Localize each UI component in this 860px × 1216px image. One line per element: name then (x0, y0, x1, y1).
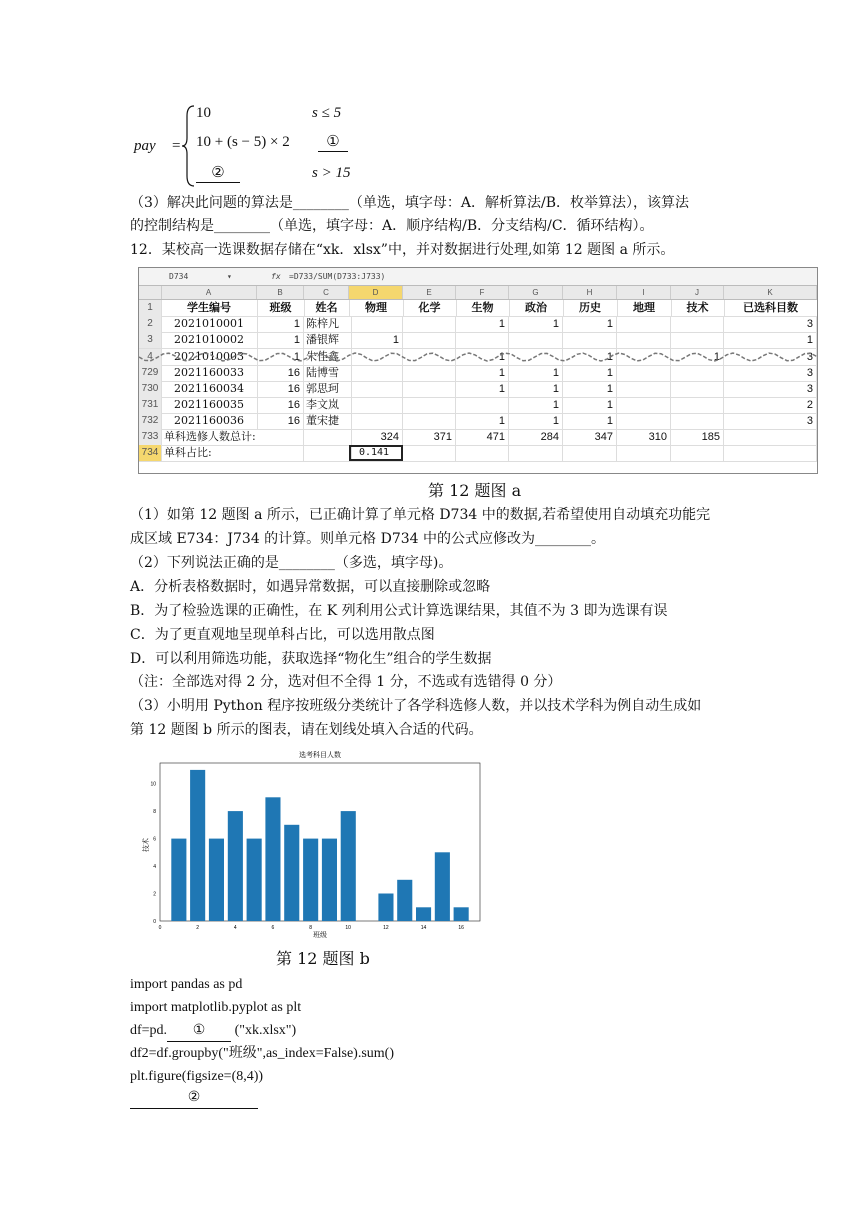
cell-j1: 技术 (671, 300, 725, 316)
cell-d1: 物理 (349, 300, 404, 316)
cell-g734 (509, 445, 563, 461)
bar-class-2 (190, 770, 205, 921)
x-tick-label: 2 (196, 925, 199, 931)
cell-i729 (617, 365, 671, 381)
x-tick-label: 10 (345, 925, 351, 931)
code-blank-1: ① (167, 1021, 231, 1042)
cell-c3: 潘银辉 (304, 332, 352, 348)
row-number: 729 (139, 365, 162, 381)
row-number: 3 (139, 332, 162, 348)
cell-b4: 1 (257, 349, 304, 365)
cell-i731 (617, 397, 671, 413)
cell-g733: 284 (509, 429, 563, 445)
cell-a732: 2021160036 (161, 413, 258, 429)
cell-a729: 2021160033 (161, 365, 258, 381)
y-tick-label: 6 (153, 836, 156, 843)
chart-title: 选考科目人数 (299, 752, 341, 759)
y-tick-label: 10 (150, 781, 156, 788)
x-tick-label: 14 (420, 925, 427, 931)
cell-b729: 16 (257, 365, 304, 381)
cell-b730: 16 (257, 381, 304, 397)
case2-value: 10 + (s − 5) × 2 (196, 134, 290, 150)
cell-h734 (563, 445, 617, 461)
code-line-4: df2=df.groupby("班级",as_index=False).sum() (130, 1046, 395, 1061)
q3-line1: （3）解决此问题的算法是________（单选，填字母：A．解析算法/B．枚举算法），该算法 (130, 195, 690, 211)
column-header-f: F (456, 286, 509, 299)
cell-j733: 185 (671, 429, 724, 445)
cell-f2: 1 (456, 316, 509, 332)
table-row (139, 316, 817, 333)
function-icon: fx (271, 272, 281, 281)
cell-k1: 已选科目数 (724, 300, 818, 316)
formula-bar (139, 268, 817, 286)
equals-sign: = (172, 138, 181, 154)
cell-g3 (509, 332, 563, 348)
bar-class-6 (265, 797, 280, 921)
cell-h4: 1 (563, 349, 617, 365)
cell-k731: 2 (724, 397, 817, 413)
bar-class-13 (397, 880, 412, 921)
column-header-b: B (257, 286, 304, 299)
q3-line2: 的控制结构是________（单选，填字母：A．顺序结构/B．分支结构/C．循环结构）。 (130, 218, 654, 234)
cell-e3 (403, 332, 456, 348)
cell-a3: 2021010002 (161, 332, 258, 348)
cell-a1: 学生编号 (161, 300, 258, 316)
cell-f733: 471 (456, 429, 509, 445)
bar-class-15 (435, 852, 450, 921)
cell-e730 (403, 381, 456, 397)
table-row (139, 397, 817, 414)
cell-e733: 371 (403, 429, 456, 445)
cell-i730 (617, 381, 671, 397)
cell-i733: 310 (617, 429, 671, 445)
row-number: 2 (139, 316, 162, 332)
cell-c2: 陈梓凡 (304, 316, 352, 332)
cell-h731: 1 (563, 397, 617, 413)
bar-class-12 (378, 894, 393, 922)
bar-class-5 (247, 839, 262, 921)
figure-b-caption: 第 12 题图 b (276, 949, 370, 968)
row-number: 730 (139, 381, 162, 397)
cell-k733 (724, 429, 817, 445)
case1-condition: s ≤ 5 (312, 105, 342, 121)
cell-g730: 1 (509, 381, 563, 397)
x-tick-label: 6 (271, 925, 275, 931)
case2-condition-blank: ① (318, 132, 348, 152)
cell-a731: 2021160035 (161, 397, 258, 413)
cell-g2: 1 (509, 316, 563, 332)
cell-g1: 政治 (509, 300, 564, 316)
cell-d731 (349, 397, 403, 413)
cell-k729: 3 (724, 365, 817, 381)
cell-d733: 324 (349, 429, 403, 445)
cell-h733: 347 (563, 429, 617, 445)
cell-k3: 1 (724, 332, 817, 348)
cell-c732: 董宋捷 (304, 413, 352, 429)
cell-d2 (349, 316, 403, 332)
cell-f732: 1 (456, 413, 509, 429)
cell-d729 (349, 365, 403, 381)
cell-a730: 2021160034 (161, 381, 258, 397)
column-header-k: K (724, 286, 817, 299)
cell-f1: 生物 (456, 300, 510, 316)
row-number: 732 (139, 413, 162, 429)
q12-intro: 12．某校高一选课数据存储在“xk．xlsx”中，并对数据进行处理,如第 12 题图 a 所示。 (130, 242, 675, 258)
row-number: 733 (139, 429, 162, 445)
cell-c1: 姓名 (304, 300, 350, 316)
q12-1-line2: 成区域 E734：J734 的计算。则单元格 D734 中的公式应修改为________。 (130, 531, 606, 547)
option-c: C．为了更直观地呈现单科占比，可以选用散点图 (130, 627, 435, 643)
figure-a-caption: 第 12 题图 a (428, 481, 522, 500)
y-tick-label: 2 (153, 891, 156, 898)
cell-j2 (671, 316, 724, 332)
cell-e731 (403, 397, 456, 413)
cell-c733 (304, 429, 352, 445)
bar-class-7 (284, 825, 299, 921)
code-blank-2: ② (130, 1088, 258, 1109)
bar-chart (140, 745, 490, 940)
column-header-d: D (349, 286, 403, 299)
y-tick-label: 4 (153, 864, 156, 870)
cell-b734 (257, 445, 304, 461)
y-tick-label: 0 (153, 919, 156, 925)
q12-2: （2）下列说法正确的是________（多选，填字母)。 (130, 555, 453, 571)
cell-j731 (671, 397, 724, 413)
cell-e729 (403, 365, 456, 381)
cell-a4: 2021010003 (161, 349, 258, 365)
q12-1-line1: （1）如第 12 题图 a 所示，已正确计算了单元格 D734 中的数据,若希望使用自动填充功能完 (130, 507, 711, 523)
code-line-3 (130, 1021, 296, 1042)
y-tick-label: 8 (153, 809, 156, 816)
cell-f730: 1 (456, 381, 509, 397)
bar-class-14 (416, 907, 431, 921)
table-row (139, 381, 817, 398)
row-number: 1 (139, 300, 162, 316)
cell-c729: 陆博雪 (304, 365, 352, 381)
name-box: D734 (169, 272, 189, 281)
cell-b3: 1 (257, 332, 304, 348)
cell-a733: 单科选修人数总计: (164, 430, 256, 443)
bar-class-3 (209, 839, 224, 921)
x-tick-label: 4 (233, 925, 237, 931)
cell-c4: 朱佳鑫 (304, 349, 352, 365)
table-row (139, 413, 817, 430)
cell-a2: 2021010001 (161, 316, 258, 332)
cell-j734 (671, 445, 724, 461)
cell-i734 (617, 445, 671, 461)
cell-j4: 1 (671, 349, 724, 365)
x-tick-label: 16 (458, 925, 464, 931)
x-tick-label: 8 (309, 925, 312, 931)
cell-k732: 3 (724, 413, 817, 429)
cell-h3 (563, 332, 617, 348)
cell-k4: 3 (724, 349, 817, 365)
cell-b2: 1 (257, 316, 304, 332)
table-row (139, 445, 817, 462)
code-line-1: import pandas as pd (130, 977, 243, 992)
pay-label: pay (134, 138, 156, 154)
header-row (139, 300, 817, 317)
cell-i3 (617, 332, 671, 348)
option-a: A．分析表格数据时，如遇异常数据，可以直接删除或忽略 (130, 579, 491, 595)
break-wave (139, 349, 817, 365)
table-row (139, 365, 817, 382)
bars-group (171, 770, 468, 921)
code-line-2: import matplotlib.pyplot as plt (130, 1000, 302, 1015)
row-number: 731 (139, 397, 162, 413)
cell-k730: 3 (724, 381, 817, 397)
dropdown-icon: ▾ (227, 272, 232, 281)
cell-k2: 3 (724, 316, 817, 332)
option-d: D．可以利用筛选功能，获取选择“物化生”组合的学生数据 (130, 651, 492, 667)
cell-g732: 1 (509, 413, 563, 429)
bar-class-10 (341, 811, 356, 921)
cell-b1: 班级 (257, 300, 305, 316)
select-all-corner (139, 286, 162, 299)
row-number: 734 (139, 445, 162, 461)
cell-d3: 1 (349, 332, 403, 348)
chart-ylabel: 技术 (143, 838, 150, 852)
x-tick-label: 0 (158, 925, 162, 931)
cell-d734: 0.141 (349, 445, 403, 461)
column-header-a: A (161, 286, 257, 299)
cell-h732: 1 (563, 413, 617, 429)
cell-f729: 1 (456, 365, 509, 381)
scoring-note: （注：全部选对得 2 分，选对但不全得 1 分，不选或有选错得 0 分） (130, 674, 562, 690)
cell-c734 (304, 445, 352, 461)
cell-d730 (349, 381, 403, 397)
cell-b732: 16 (257, 413, 304, 429)
cell-d732 (349, 413, 403, 429)
cell-e734 (403, 445, 456, 461)
code-line-3-suffix: ("xk.xlsx") (234, 1023, 297, 1038)
cell-j730 (671, 381, 724, 397)
column-header-h: H (563, 286, 617, 299)
cell-g731: 1 (509, 397, 563, 413)
cell-e1: 化学 (403, 300, 457, 316)
option-b: B．为了检验选课的正确性，在 K 列利用公式计算选课结果，其值不为 3 即为选课有误 (130, 603, 668, 619)
code-line-3-prefix: df=pd. (130, 1023, 168, 1038)
column-header-i: I (617, 286, 671, 299)
cell-h729: 1 (563, 365, 617, 381)
bar-class-9 (322, 839, 337, 921)
cell-e732 (403, 413, 456, 429)
bar-class-8 (303, 839, 318, 921)
column-header-e: E (403, 286, 456, 299)
left-brace (180, 104, 196, 188)
bar-class-16 (454, 907, 469, 921)
cell-h1: 历史 (563, 300, 618, 316)
column-header-row (139, 286, 817, 300)
x-tick-label: 12 (383, 925, 389, 931)
cell-h2: 1 (563, 316, 617, 332)
case3-value-blank: ② (196, 163, 240, 183)
q12-3-line2: 第 12 题图 b 所示的图表，请在划线处填入合适的代码。 (130, 722, 483, 738)
code-line-5: plt.figure(figsize=(8,4)) (130, 1069, 264, 1084)
column-header-j: J (671, 286, 724, 299)
cell-i1: 地理 (617, 300, 672, 316)
spreadsheet-screenshot (138, 267, 818, 474)
cell-j3 (671, 332, 724, 348)
cell-j729 (671, 365, 724, 381)
cell-f731 (456, 397, 509, 413)
cell-h730: 1 (563, 381, 617, 397)
cell-i2 (617, 316, 671, 332)
table-row (139, 429, 817, 446)
plot-frame (160, 763, 480, 921)
case3-condition: s > 15 (312, 165, 351, 181)
cell-i732 (617, 413, 671, 429)
q12-3-line1: （3）小明用 Python 程序按班级分类统计了各学科选修人数，并以技术学科为例自动生成如 (130, 698, 702, 714)
table-row (139, 332, 817, 349)
case1-value: 10 (196, 105, 211, 121)
cell-k734 (724, 445, 817, 461)
cell-b733 (257, 429, 304, 445)
cell-e2 (403, 316, 456, 332)
column-header-c: C (304, 286, 349, 299)
formula-text: =D733/SUM(D733:J733) (289, 272, 386, 281)
cell-b731: 16 (257, 397, 304, 413)
row-number: 4 (139, 349, 162, 365)
bar-class-1 (171, 839, 186, 921)
cell-f3 (456, 332, 509, 348)
cell-f734 (456, 445, 509, 461)
chart-xlabel: 班级 (313, 932, 327, 939)
code-line-6 (130, 1088, 258, 1109)
cell-c730: 郭思珂 (304, 381, 352, 397)
cell-c731: 李文岚 (304, 397, 352, 413)
cell-f4: 1 (456, 349, 509, 365)
cell-a734: 单科占比: (164, 446, 212, 459)
bar-class-4 (228, 811, 243, 921)
cell-g729: 1 (509, 365, 563, 381)
column-header-g: G (509, 286, 563, 299)
cell-j732 (671, 413, 724, 429)
